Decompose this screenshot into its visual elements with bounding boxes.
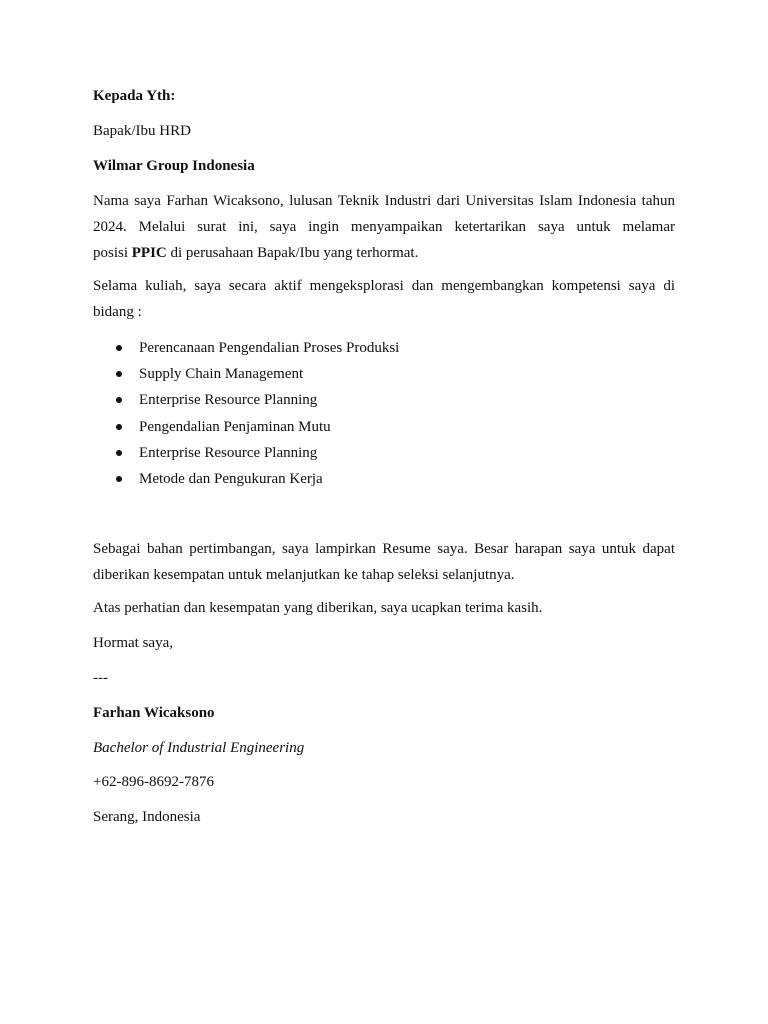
thanks-line: Atas perhatian dan kesempatan yang diberikan, saya ucapkan terima kasih. bbox=[93, 600, 543, 616]
closing-line-2: diberikan kesempatan untuk melanjutkan ke tahap seleksi selanjutnya. bbox=[93, 567, 515, 583]
bullet-icon bbox=[116, 450, 122, 456]
regards-line: Hormat saya, bbox=[93, 635, 173, 651]
skill-label: Enterprise Resource Planning bbox=[139, 444, 318, 461]
skill-label: Supply Chain Management bbox=[139, 366, 304, 383]
skill-label: Pengendalian Penjaminan Mutu bbox=[139, 418, 331, 435]
bullet-icon bbox=[116, 371, 122, 377]
company-name: Wilmar Group Indonesia bbox=[93, 158, 255, 174]
skill-label: Metode dan Pengukuran Kerja bbox=[139, 470, 323, 487]
signature-degree: Bachelor of Industrial Engineering bbox=[93, 740, 305, 756]
intro-line-2: 2024. Melalui surat ini, saya ingin menyampaikan ketertarikan saya untuk melamar bbox=[93, 219, 675, 235]
bullet-icon bbox=[116, 345, 122, 351]
signature-name: Farhan Wicaksono bbox=[93, 705, 215, 721]
separator: --- bbox=[93, 670, 108, 686]
list-item bbox=[93, 361, 675, 387]
skill-label: Enterprise Resource Planning bbox=[139, 392, 318, 409]
intro-line-3-prefix: posisi bbox=[93, 245, 132, 261]
intro-line-3 bbox=[93, 240, 675, 266]
recipient: Bapak/Ibu HRD bbox=[93, 123, 191, 139]
closing-line-1: Sebagai bahan pertimbangan, saya lampirkan Resume saya. Besar harapan saya untuk dapat bbox=[93, 541, 675, 557]
list-item bbox=[93, 414, 675, 440]
bullet-icon bbox=[116, 424, 122, 430]
intro-line-1: Nama saya Farhan Wicaksono, lulusan Teknik Industri dari Universitas Islam Indonesia tahun bbox=[93, 193, 675, 209]
skill-label: Perencanaan Pengendalian Proses Produksi bbox=[139, 340, 400, 356]
intro-paragraph bbox=[93, 188, 675, 266]
bullet-icon bbox=[116, 476, 122, 482]
competency-line-1: Selama kuliah, saya secara aktif mengeksplorasi dan mengembangkan kompetensi saya di bbox=[93, 278, 675, 294]
skills-list bbox=[93, 335, 675, 492]
position-title: PPIC bbox=[131, 245, 167, 261]
list-item bbox=[93, 466, 675, 492]
competency-line-2: bidang : bbox=[93, 304, 142, 320]
list-item bbox=[93, 335, 675, 361]
list-item bbox=[93, 387, 675, 413]
closing-paragraph bbox=[93, 536, 675, 588]
signature-phone: +62-896-8692-7876 bbox=[93, 774, 214, 790]
signature-location: Serang, Indonesia bbox=[93, 809, 201, 825]
list-item bbox=[93, 440, 675, 466]
bullet-icon bbox=[116, 397, 122, 403]
intro-line-3-suffix: di perusahaan Bapak/Ibu yang terhormat. bbox=[166, 245, 419, 261]
competency-paragraph bbox=[93, 273, 675, 325]
salutation: Kepada Yth: bbox=[93, 88, 176, 104]
